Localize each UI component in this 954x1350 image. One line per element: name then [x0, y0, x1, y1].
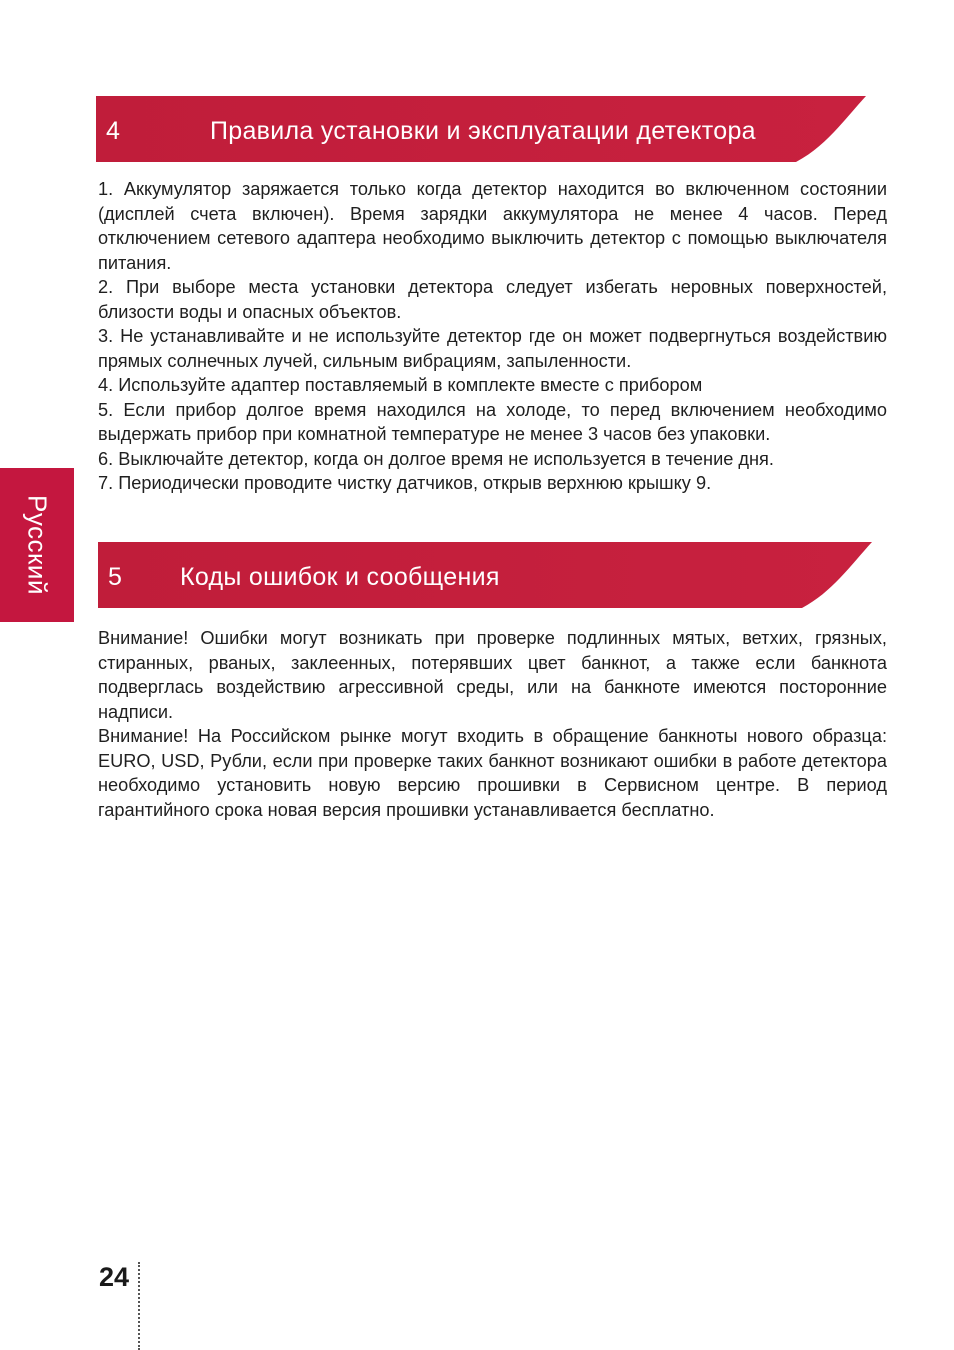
section-4-number: 4	[106, 117, 121, 145]
section-4-title: Правила установки и эксплуатации детектора	[210, 117, 756, 145]
section-5-body	[98, 626, 887, 822]
list-item: 7. Периодически проводите чистку датчиков, открыв верхнюю крышку 9.	[98, 473, 712, 493]
list-item: 2. При выборе места установки детектора следует избегать неровных поверхностей, близости воды и опасных объектов.	[98, 277, 887, 322]
paragraph: Внимание! Ошибки могут возникать при проверке подлинных мятых, ветхих, грязных, стиранных, рваных, заклеенных, потерявших цвет банкнот, а также если банкнота подверглась воздействию агрессивной среды, или на банкноте имеются посторонние надписи.	[98, 628, 887, 722]
paragraph: Внимание! На Российском рынке могут входить в обращение банкноты нового образца: EURO, USD, Рубли, если при проверке таких банкнот возникают ошибки в работе детектора необходимо установить новую версию прошивки в Сервисном центре. В период гарантийного срока новая версия прошивки устанавливается бесплатно.	[98, 726, 887, 820]
language-side-tab	[0, 468, 74, 622]
page-number: 24	[99, 1262, 130, 1292]
dotted-divider	[138, 1262, 140, 1350]
section-4-body	[98, 177, 887, 496]
list-item: 5. Если прибор долгое время находился на холоде, то перед включением необходимо выдержать прибор при комнатной температуре не менее 3 часов без упаковки.	[98, 399, 887, 444]
section-5-number: 5	[108, 563, 123, 591]
list-item: 3. Не устанавливайте и не используйте детектор где он может подвергнуться воздействию прямых солнечных лучей, сильным вибрациям, запыленности.	[98, 326, 887, 371]
section-4-banner	[96, 96, 866, 162]
section-5-title: Коды ошибок и сообщения	[180, 563, 500, 591]
list-item: 4. Используйте адаптер поставляемый в комплекте вместе с прибором	[98, 375, 703, 395]
language-side-tab-label: Русский	[22, 495, 53, 595]
list-item: 6. Выключайте детектор, когда он долгое время не используется в течение дня.	[98, 448, 774, 469]
list-item: 1. Аккумулятор заряжается только когда детектор находится во включенном состоянии (дисплей счета включен). Время зарядки аккумулятора не менее 4 часов. Перед отключением сетевого адаптера необходимо выключить детектор с помощью выключателя питания.	[98, 179, 887, 273]
section-5-banner	[98, 542, 872, 608]
